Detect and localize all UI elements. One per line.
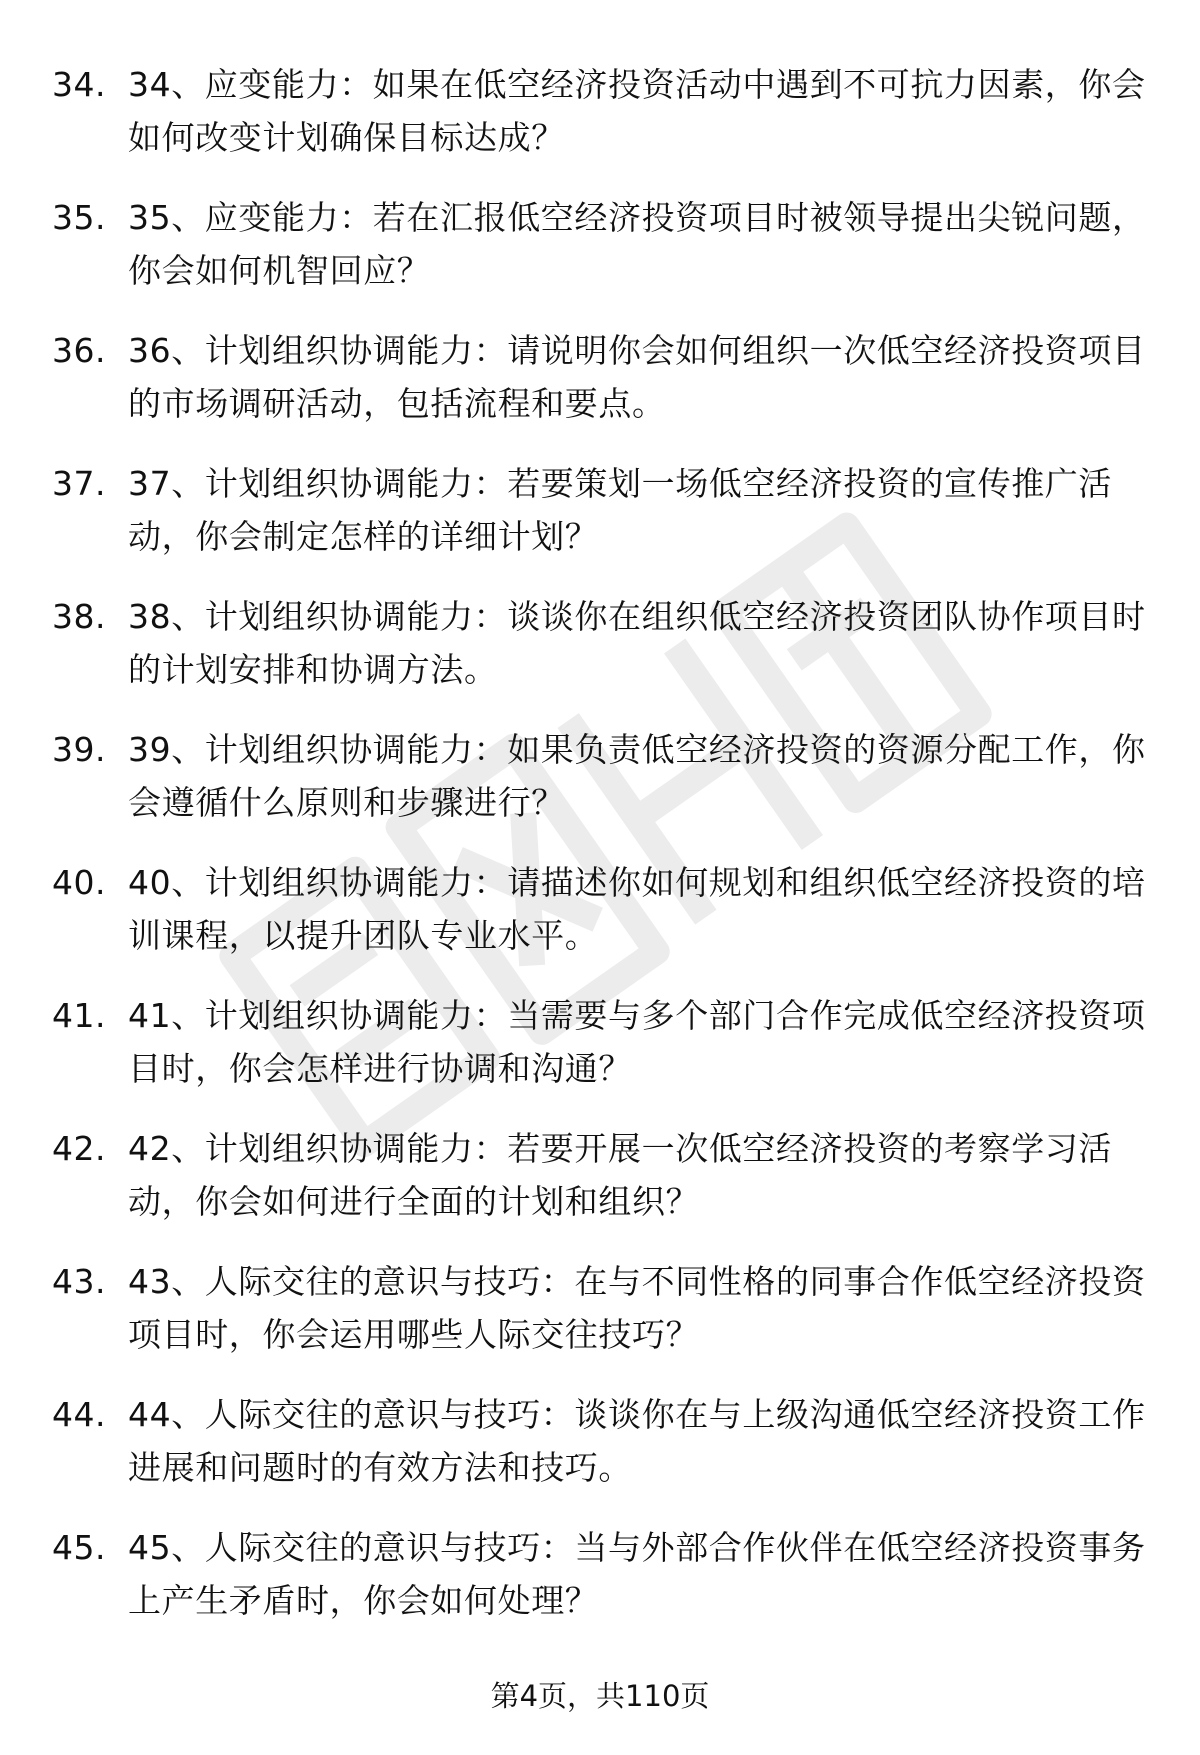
question-text: 42、计划组织协调能力：若要开展一次低空经济投资的考察学习活动，你会如何进行全面的计划和组织？ — [128, 1129, 1112, 1221]
list-item — [0, 1255, 1200, 1362]
list-item — [0, 989, 1200, 1096]
question-text: 45、人际交往的意识与技巧：当与外部合作伙伴在低空经济投资事务上产生矛盾时，你会如何处理？ — [128, 1528, 1146, 1620]
question-number: 41. — [52, 996, 106, 1035]
question-number: 39. — [52, 730, 106, 769]
question-number: 43. — [52, 1262, 106, 1301]
question-number: 35. — [52, 198, 106, 237]
question-text: 35、应变能力：若在汇报低空经济投资项目时被领导提出尖锐问题，你会如何机智回应？ — [128, 198, 1146, 290]
question-text: 41、计划组织协调能力：当需要与多个部门合作完成低空经济投资项目时，你会怎样进行协调和沟通？ — [128, 996, 1146, 1088]
list-item — [0, 723, 1200, 830]
list-item — [0, 856, 1200, 963]
question-text: 40、计划组织协调能力：请描述你如何规划和组织低空经济投资的培训课程，以提升团队专业水平。 — [128, 863, 1146, 955]
question-number: 40. — [52, 863, 106, 902]
question-text: 34、应变能力：如果在低空经济投资活动中遇到不可抗力因素，你会如何改变计划确保目标达成？ — [128, 65, 1146, 157]
question-number: 42. — [52, 1129, 106, 1168]
page-footer: 第4页，共110页 — [490, 1679, 710, 1713]
question-text: 36、计划组织协调能力：请说明你会如何组织一次低空经济投资项目的市场调研活动，包括流程和要点。 — [128, 331, 1146, 423]
list-item — [0, 590, 1200, 697]
question-text: 44、人际交往的意识与技巧：谈谈你在与上级沟通低空经济投资工作进展和问题时的有效方法和技巧。 — [128, 1395, 1146, 1487]
question-text: 38、计划组织协调能力：谈谈你在组织低空经济投资团队协作项目时的计划安排和协调方法。 — [128, 597, 1146, 689]
list-item — [0, 1521, 1200, 1628]
question-number: 37. — [52, 464, 106, 503]
question-text: 43、人际交往的意识与技巧：在与不同性格的同事合作低空经济投资项目时，你会运用哪些人际交往技巧？ — [128, 1262, 1146, 1354]
question-number: 44. — [52, 1395, 106, 1434]
question-number: 45. — [52, 1528, 106, 1567]
list-item — [0, 58, 1200, 165]
question-number: 38. — [52, 597, 106, 636]
list-item — [0, 324, 1200, 431]
list-item — [0, 1122, 1200, 1229]
question-text: 39、计划组织协调能力：如果负责低空经济投资的资源分配工作，你会遵循什么原则和步骤进行？ — [128, 730, 1146, 822]
question-number: 36. — [52, 331, 106, 370]
list-item — [0, 191, 1200, 298]
list-item — [0, 1388, 1200, 1495]
question-text: 37、计划组织协调能力：若要策划一场低空经济投资的宣传推广活动，你会制定怎样的详细计划？ — [128, 464, 1112, 556]
question-list — [0, 58, 1200, 1654]
list-item — [0, 457, 1200, 564]
question-number: 34. — [52, 65, 106, 104]
